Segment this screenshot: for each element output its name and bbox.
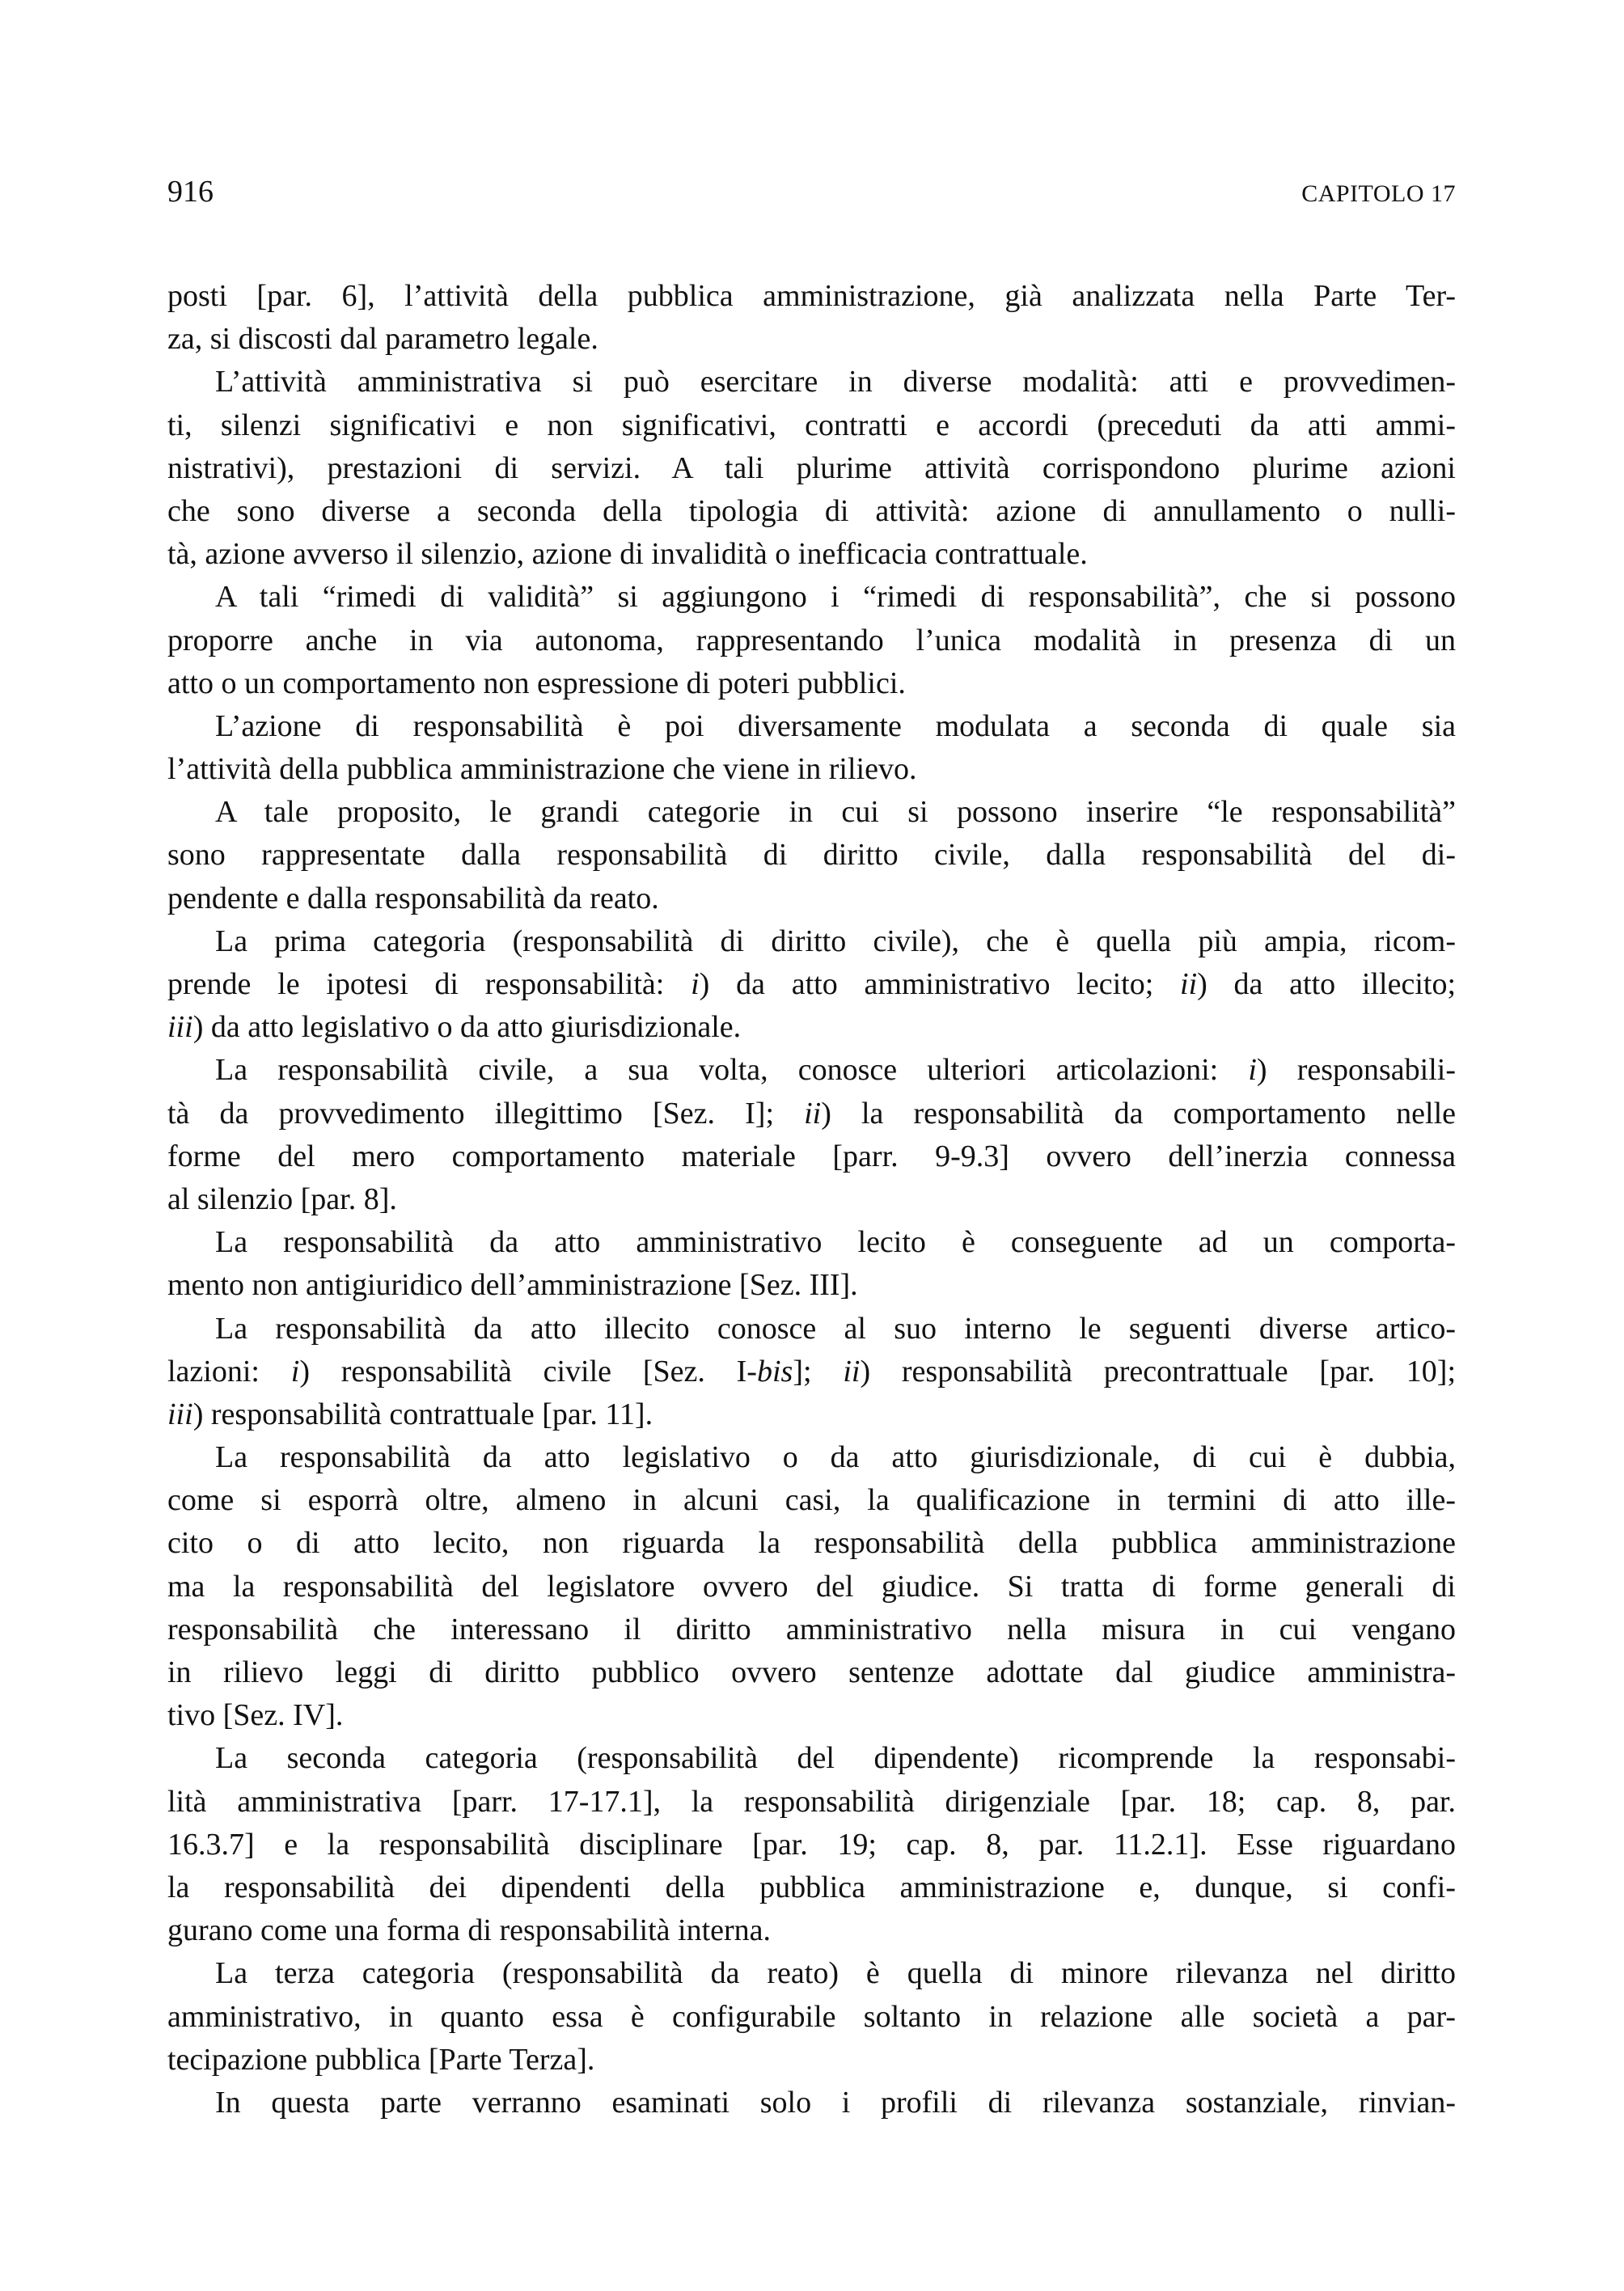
text-line: tà, azione avverso il silenzio, azione di invalidità o inefficacia contrattuale. — [167, 537, 1088, 572]
page-number: 916 — [167, 175, 214, 209]
text-line: che sono diverse a seconda della tipologia di attività: azione di annullamento o nulli- — [167, 493, 1456, 528]
text-line: La responsabilità da atto amministrativo lecito è conseguente ad un comporta- — [215, 1225, 1456, 1260]
text-line: la responsabilità dei dipendenti della pubblica amministrazione e, dunque, si confi- — [167, 1870, 1456, 1904]
paragraph — [167, 920, 1456, 1050]
text-line: prende le ipotesi di responsabilità: i) da atto amministrativo lecito; ii) da atto illecito; — [167, 967, 1456, 1001]
paragraph — [167, 1308, 1456, 1437]
text-line: ma la responsabilità del legislatore ovvero del giudice. Si tratta di forme generali di — [167, 1569, 1456, 1604]
text-line: In questa parte verranno esaminati solo i profili di rilevanza sostanziale, rinvian- — [215, 2085, 1456, 2120]
text-line: lità amministrativa [parr. 17-17.1], la responsabilità dirigenziale [par. 18; cap. 8, par. — [167, 1784, 1456, 1819]
text-line: L’azione di responsabilità è poi diversamente modulata a seconda di quale sia — [215, 708, 1456, 743]
text-line: La prima categoria (responsabilità di diritto civile), che è quella più ampia, ricom- — [215, 924, 1456, 958]
text-line: posti [par. 6], l’attività della pubblica amministrazione, già analizzata nella Parte Ter- — [167, 279, 1456, 313]
body-text — [167, 275, 1456, 2124]
paragraph — [167, 361, 1456, 576]
paragraph — [167, 275, 1456, 361]
text-line: 16.3.7] e la responsabilità disciplinare [par. 19; cap. 8, par. 11.2.1]. Esse riguardano — [167, 1827, 1456, 1862]
paragraph — [167, 1049, 1456, 1221]
running-head — [167, 173, 1456, 210]
text-line: A tale proposito, le grandi categorie in cui si possono inserire “le responsabilità” — [215, 795, 1456, 830]
text-line: tivo [Sez. IV]. — [167, 1698, 344, 1733]
text-line: amministrativo, in quanto essa è configurabile soltanto in relazione alle società a par- — [167, 1999, 1456, 2034]
text-line: tecipazione pubblica [Parte Terza]. — [167, 2042, 595, 2077]
text-line: iii) da atto legislativo o da atto giurisdizionale. — [167, 1010, 742, 1045]
paragraph — [167, 576, 1456, 705]
paragraph — [167, 1952, 1456, 2082]
paragraph — [167, 1221, 1456, 1307]
text-line: cito o di atto lecito, non riguarda la responsabilità della pubblica amministrazione — [167, 1526, 1456, 1561]
paragraph — [167, 1436, 1456, 1737]
paragraph — [167, 2082, 1456, 2124]
text-line: atto o un comportamento non espressione di poteri pubblici. — [167, 666, 906, 700]
chapter-label: CAPITOLO 17 — [1301, 180, 1456, 207]
text-line: proporre anche in via autonoma, rappresentando l’unica modalità in presenza di un — [167, 623, 1456, 657]
text-line: za, si discosti dal parametro legale. — [167, 322, 598, 357]
text-line: La terza categoria (responsabilità da reato) è quella di minore rilevanza nel diritto — [215, 1956, 1456, 1991]
text-line: forme del mero comportamento materiale [parr. 9-9.3] ovvero dell’inerzia connessa — [167, 1139, 1456, 1173]
text-line: La seconda categoria (responsabilità del dipendente) ricomprende la responsabi- — [215, 1741, 1456, 1776]
text-line: come si esporrà oltre, almeno in alcuni casi, la qualificazione in termini di atto ille- — [167, 1483, 1456, 1518]
paragraph — [167, 1737, 1456, 1952]
paragraph — [167, 705, 1456, 791]
text-line: tà da provvedimento illegittimo [Sez. I]; ii) la responsabilità da comportamento nelle — [167, 1096, 1456, 1131]
paragraph — [167, 791, 1456, 920]
text-line: gurano come una forma di responsabilità interna. — [167, 1913, 772, 1948]
text-line: al silenzio [par. 8]. — [167, 1181, 397, 1216]
text-line: La responsabilità civile, a sua volta, conosce ulteriori articolazioni: i) responsabili- — [215, 1053, 1456, 1088]
text-line: ti, silenzi significativi e non significativi, contratti e accordi (preceduti da atti ammi- — [167, 408, 1456, 442]
text-line: La responsabilità da atto legislativo o da atto giurisdizionale, di cui è dubbia, — [215, 1440, 1456, 1475]
text-line: responsabilità che interessano il diritto amministrativo nella misura in cui vengano — [167, 1612, 1456, 1646]
text-line: pendente e dalla responsabilità da reato. — [167, 881, 659, 915]
text-line: nistrativi), prestazioni di servizi. A tali plurime attività corrispondono plurime azioni — [167, 450, 1456, 485]
text-line: L’attività amministrativa si può esercitare in diverse modalità: atti e provvedimen- — [215, 365, 1456, 399]
text-line: iii) responsabilità contrattuale [par. 11]. — [167, 1397, 653, 1431]
text-line: l’attività della pubblica amministrazione che viene in rilievo. — [167, 752, 917, 787]
text-line: mento non antigiuridico dell’amministrazione [Sez. III]. — [167, 1268, 858, 1303]
text-line: A tali “rimedi di validità” si aggiungono i “rimedi di responsabilità”, che si possono — [215, 580, 1456, 615]
text-line: lazioni: i) responsabilità civile [Sez. I-bis]; ii) responsabilità precontrattuale [par. 10]; — [167, 1354, 1457, 1389]
text-line: La responsabilità da atto illecito conosce al suo interno le seguenti diverse artico- — [215, 1311, 1456, 1346]
text-line: sono rappresentate dalla responsabilità di diritto civile, dalla responsabilità del di- — [167, 838, 1456, 873]
text-line: in rilievo leggi di diritto pubblico ovvero sentenze adottate dal giudice amministra- — [167, 1655, 1456, 1689]
